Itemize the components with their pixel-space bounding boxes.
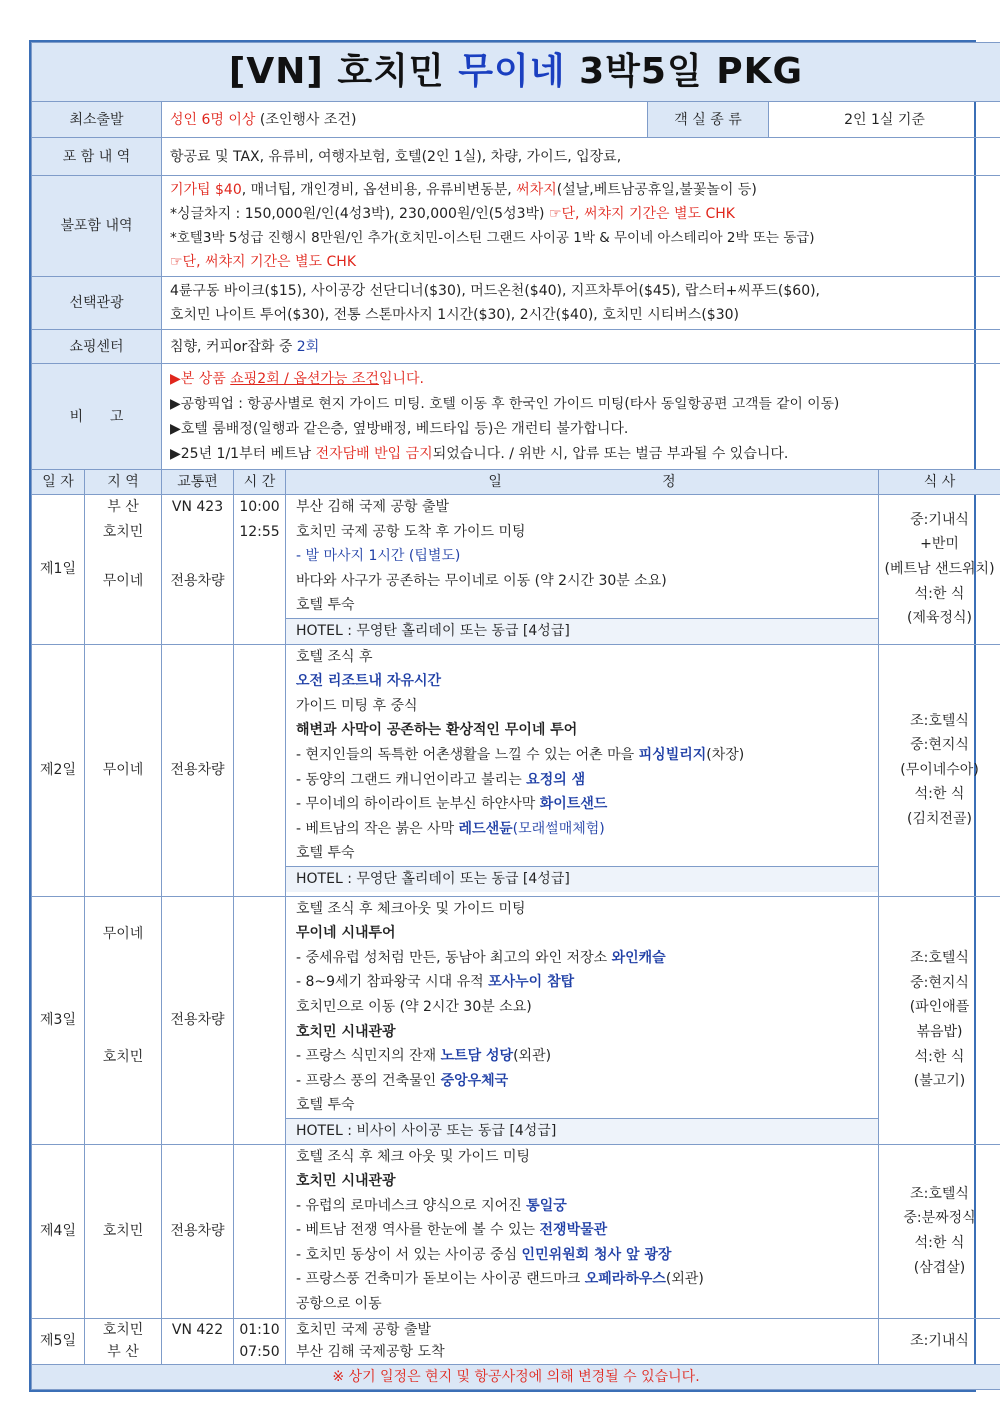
header-meal: 식 사 xyxy=(879,470,1000,495)
excluded-label: 불포함 내역 xyxy=(32,176,162,277)
header-time: 시 간 xyxy=(234,470,286,495)
day-itinerary: 부산 김해 국제 공항 출발 호치민 국제 공항 도착 후 가이드 미팅 - 발 마사지 1시간 (팁별도) 바다와 사구가 공존하는 무이네로 이동 (약 2시간 30분 소요) 호텔 투숙 HOTEL : 무영탄 홀리데이 또는 동급 [4성급] xyxy=(286,495,879,645)
footer-notice: ※ 상기 일정은 현지 및 항공사정에 의해 변경될 수 있습니다. xyxy=(32,1364,1000,1389)
day-meal: 조:기내식 xyxy=(879,1318,1000,1364)
header-region: 지 역 xyxy=(85,470,162,495)
table-row xyxy=(32,1318,1000,1364)
day-label: 제2일 xyxy=(32,644,85,896)
table-row xyxy=(32,495,1000,645)
day-itinerary: 호텔 조식 후 오전 리조트내 자유시간 가이드 미팅 후 중식 해변과 사막이 공존하는 환상적인 무이네 투어 - 현지인들의 독특한 어촌생활을 느낄 수 있는 어촌 마을 피싱빌리지(차장) - 동양의 그랜드 캐니언이라고 불리는 요정의 샘 - 무이네의 하이라이트 눈부신 하얀사막 화이트샌드 - 베트남의 작은 붉은 사막 레드샌듄(모래썰매체험) 호텔 투숙 HOTEL : 무영단 홀리데이 또는 동급 [4성급] xyxy=(286,644,879,896)
day-transport: 전용차량 xyxy=(162,644,234,896)
table-row xyxy=(32,644,1000,896)
included-label: 포 함 내 역 xyxy=(32,138,162,176)
options-value: 4륜구동 바이크($15), 사이공강 선단디너($30), 머드온천($40), 지프차투어($45), 랍스터+씨푸드($60), 호치민 나이트 투어($30), 전통 스톤마사지 1시간($30), 2시간($40), 호치민 시티버스($30) xyxy=(162,277,1000,330)
notes-label: 비 고 xyxy=(32,364,162,470)
day-transport: 전용차량 xyxy=(162,1144,234,1318)
day-transport: VN 423 전용차량 xyxy=(162,495,234,645)
day-label: 제4일 xyxy=(32,1144,85,1318)
hotel-line: HOTEL : 무영탄 홀리데이 또는 동급 [4성급] xyxy=(286,618,878,644)
table-row xyxy=(32,1144,1000,1318)
header-day: 일 자 xyxy=(32,470,85,495)
hotel-line: HOTEL : 무영단 홀리데이 또는 동급 [4성급] xyxy=(286,866,878,892)
day-time xyxy=(234,644,286,896)
included-value: 항공료 및 TAX, 유류비, 여행자보험, 호텔(2인 1실), 차량, 가이드, 입장료, xyxy=(162,138,1000,176)
table-row xyxy=(32,896,1000,1144)
itinerary-table xyxy=(31,42,1000,1390)
day-label: 제1일 xyxy=(32,495,85,645)
options-label: 선택관광 xyxy=(32,277,162,330)
excluded-value: 기가팁 $40, 매너팁, 개인경비, 옵션비용, 유류비변동분, 써차지(설날,베트남공휴일,불꽃놀이 등) *싱글차지 : 150,000원/인(4성3박), 230,000원/인(5성3박) ☞단, 써챠지 기간은 별도 CHK *호텔3박 5성급 진행시 8만원/인 추가(호치민-이스틴 그랜드 사이공 1박 & 무이네 아스테리아 2박 또는 동급) ☞단, 써챠지 기간은 별도 CHK xyxy=(162,176,1000,277)
day-time: 01:10 07:50 xyxy=(234,1318,286,1364)
day-region: 무이네 xyxy=(85,644,162,896)
day-meal: 조:호텔식 중:분짜정식 석:한 식 (삼겹살) xyxy=(879,1144,1000,1318)
day-label: 제3일 xyxy=(32,896,85,1144)
room-type-label: 객 실 종 류 xyxy=(648,102,769,138)
day-time: 10:00 12:55 xyxy=(234,495,286,645)
min-departure-label: 최소출발 xyxy=(32,102,162,138)
header-itinerary: 일 정 xyxy=(286,470,879,495)
day-region: 무이네 호치민 xyxy=(85,896,162,1144)
min-departure-value: 성인 6명 이상 (조인행사 조건) xyxy=(162,102,648,138)
day-meal: 중:기내식 +반미 (베트남 샌드위치) 석:한 식 (제육정식) xyxy=(879,495,1000,645)
day-transport: 전용차량 xyxy=(162,896,234,1144)
day-time xyxy=(234,1144,286,1318)
hotel-line: HOTEL : 비사이 사이공 또는 동급 [4성급] xyxy=(286,1118,878,1144)
day-itinerary: 호텔 조식 후 체크 아웃 및 가이드 미팅 호치민 시내관광 - 유럽의 로마네스크 양식으로 지어진 통일궁 - 베트남 전쟁 역사를 한눈에 볼 수 있는 전쟁박물관 - 호치민 동상이 서 있는 사이공 중심 인민위원회 청사 앞 광장 - 프랑스풍 건축미가 돋보이는 사이공 랜드마크 오페라하우스(외관) 공항으로 이동 xyxy=(286,1144,879,1318)
day-region: 호치민 xyxy=(85,1144,162,1318)
day-transport: VN 422 xyxy=(162,1318,234,1364)
day-label: 제5일 xyxy=(32,1318,85,1364)
shopping-label: 쇼핑센터 xyxy=(32,330,162,364)
itinerary-sheet xyxy=(29,40,995,1392)
day-meal: 조:호텔식 중:현지식 (파인애플 볶음밥) 석:한 식 (불고기) xyxy=(879,896,1000,1144)
shopping-value: 침향, 커피or잡화 중 2회 xyxy=(162,330,1000,364)
room-type-value: 2인 1실 기준 xyxy=(769,102,1000,138)
page-title: [VN] 호치민 무이네 3박5일 PKG xyxy=(32,43,1000,102)
day-meal: 조:호텔식 중:현지식 (무이네수아) 석:한 식 (김치전골) xyxy=(879,644,1000,896)
day-region: 부 산 호치민 무이네 xyxy=(85,495,162,645)
day-region: 호치민 부 산 xyxy=(85,1318,162,1364)
day-time xyxy=(234,896,286,1144)
notes-value: ▶본 상품 쇼핑2회 / 옵션가능 조건입니다. ▶공항픽업 : 항공사별로 현지 가이드 미팅. 호텔 이동 후 한국인 가이드 미팅(타사 동일항공편 고객들 같이 이동) ▶호텔 룸배정(일행과 같은층, 옆방배정, 베드타입 등)은 개런티 불가합니다. ▶25년 1/1부터 베트남 전자담배 반입 금지되었습니다. / 위반 시, 압류 또는 벌금 부과될 수 있습니다. xyxy=(162,364,1000,470)
header-transport: 교통편 xyxy=(162,470,234,495)
day-itinerary: 호텔 조식 후 체크아웃 및 가이드 미팅 무이네 시내투어 - 중세유럽 성처럼 만든, 동남아 최고의 와인 저장소 와인캐슬 - 8~9세기 참파왕국 시대 유적 포사누이 참탑 호치민으로 이동 (약 2시간 30분 소요) 호치민 시내관광 - 프랑스 식민지의 잔재 노트담 성당(외관) - 프랑스 풍의 건축물인 중앙우체국 호텔 투숙 HOTEL : 비사이 사이공 또는 동급 [4성급] xyxy=(286,896,879,1144)
day-itinerary: 호치민 국제 공항 출발 부산 김해 국제공항 도착 xyxy=(286,1318,879,1364)
